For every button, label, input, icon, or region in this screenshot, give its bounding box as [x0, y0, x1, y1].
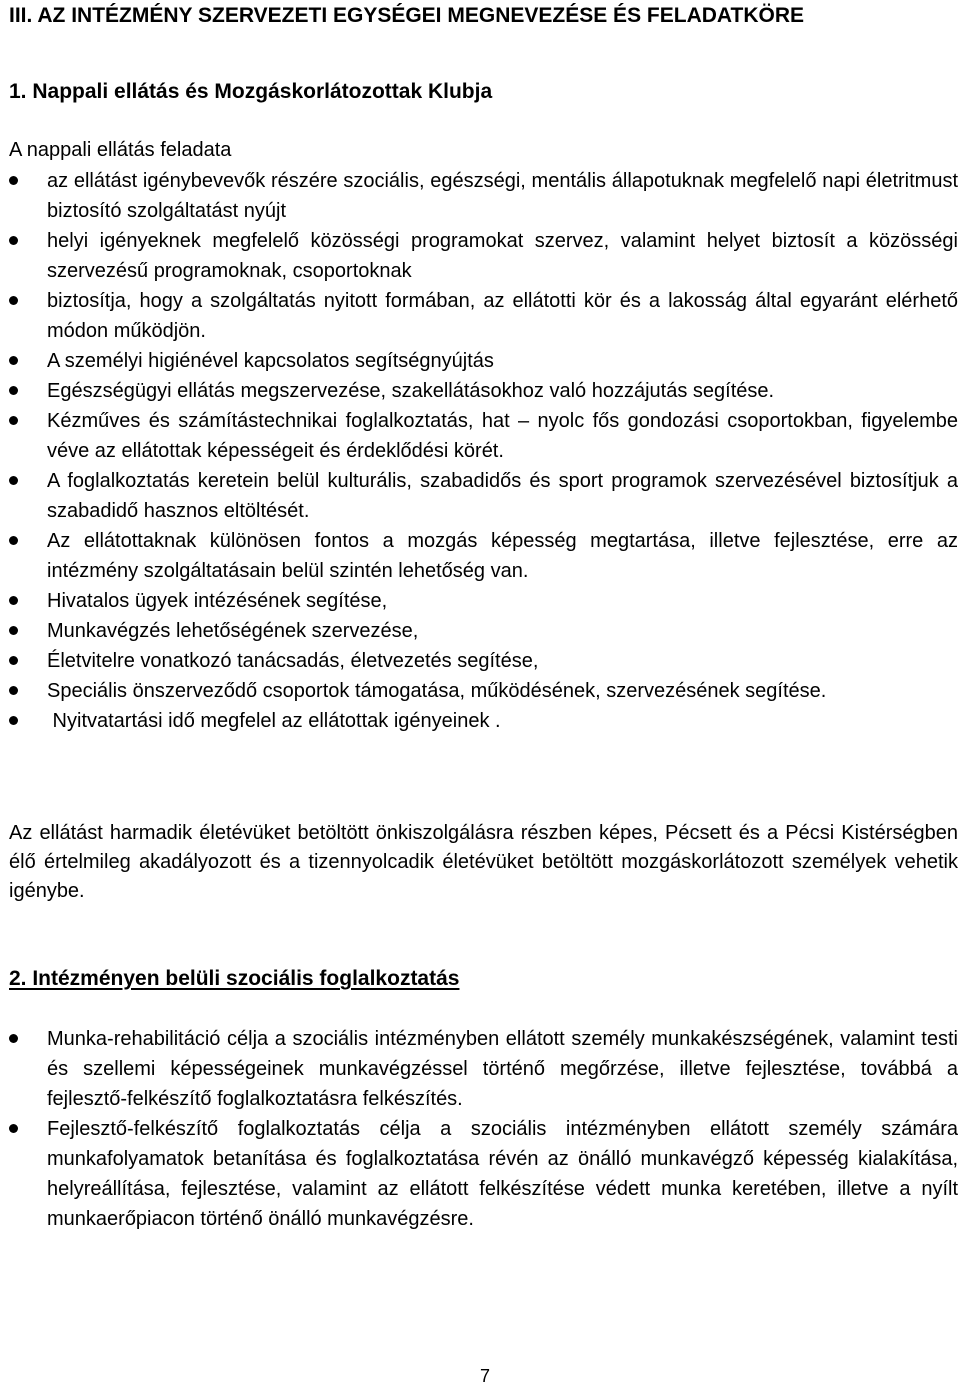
eligibility-paragraph: Az ellátást harmadik életévüket betöltött önkiszolgálásra részben képes, Pécsett és a Pécsi Kistérségben élő értelmileg akadályozott és a tizennyolcadik életévüket betöltött mozgáskorlátozott személyek vehetik igénybe.: [9, 822, 958, 902]
bullet-icon: [9, 716, 18, 725]
bullet-icon: [9, 656, 18, 665]
bullet-icon: [9, 596, 18, 605]
bullet-icon: [9, 1034, 18, 1043]
page-number: 7: [479, 1366, 490, 1386]
list-item: Munka-rehabilitáció célja a szociális intézményben ellátott személy munkakészségének, valamint testi és szellemi képességeinek munkavégzéssel történő megőrzése, illetve fejlesztése, továbbá a fejlesztő-felkészítő foglalkoztatásra felkészítés.: [0, 1024, 960, 1114]
list-item: Speciális önszerveződő csoportok támogatása, működésének, szervezésének segítése.: [0, 676, 960, 706]
bullet-icon: [9, 536, 18, 545]
list-item: A személyi higiénével kapcsolatos segítségnyújtás: [0, 346, 960, 376]
bullet-icon: [9, 296, 18, 305]
bullet-icon: [9, 236, 18, 245]
list-item: Kézműves és számítástechnikai foglalkoztatás, hat – nyolc fős gondozási csoportokban, figyelembe véve az ellátottak képességeit és érdeklődési körét.: [0, 406, 960, 466]
bullet-icon: [9, 476, 18, 485]
list-item: Életvitelre vonatkozó tanácsadás, életvezetés segítése,: [0, 646, 960, 676]
bullet-icon: [9, 356, 18, 365]
chapter-heading: III. AZ INTÉZMÉNY SZERVEZETI EGYSÉGEI MEGNEVEZÉSE ÉS FELADATKÖRE: [9, 4, 805, 27]
list-item: Munkavégzés lehetőségének szervezése,: [0, 616, 960, 646]
bullet-icon: [9, 176, 18, 185]
list-item: Fejlesztő-felkészítő foglalkoztatás célja a szociális intézményben ellátott személy számára munkafolyamatok betanítása és foglalkoztatása révén az önálló munkavégző képesség kialakítása, helyreállítása, fejlesztése, valamint az ellátott felkészítése védett munka keretében, illetve a nyílt munkaerőpiacon történő önálló munkavégzésre.: [0, 1114, 960, 1234]
list-item: biztosítja, hogy a szolgáltatás nyitott formában, az ellátotti kör és a lakosság által egyaránt elérhető módon működjön.: [0, 286, 960, 346]
section-heading-szocialis-foglalkoztatas: 2. Intézményen belüli szociális foglalkoztatás: [9, 967, 460, 990]
employment-list: [0, 1024, 960, 1234]
list-item: Nyitvatartási idő megfelel az ellátottak igényeinek .: [0, 706, 960, 736]
subheading-feladata: A nappali ellátás feladata: [9, 139, 232, 161]
list-item: Az ellátottaknak különösen fontos a mozgás képesség megtartása, illetve fejlesztése, erre az intézmény szolgáltatásain belül szintén lehetőség van.: [0, 526, 960, 586]
section-heading-nappali-ellatas: 1. Nappali ellátás és Mozgáskorlátozottak Klubja: [9, 80, 493, 103]
list-item: Egészségügyi ellátás megszervezése, szakellátásokhoz való hozzájutás segítése.: [0, 376, 960, 406]
bullet-icon: [9, 416, 18, 425]
list-item: az ellátást igénybevevők részére szociális, egészségi, mentális állapotuknak megfelelő napi életritmust biztosító szolgáltatást nyújt: [0, 166, 960, 226]
bullet-icon: [9, 686, 18, 695]
bullet-icon: [9, 626, 18, 635]
list-item: A foglalkoztatás keretein belül kulturális, szabadidős és sport programok szervezésével biztosítjuk a szabadidő hasznos eltöltését.: [0, 466, 960, 526]
list-item: Hivatalos ügyek intézésének segítése,: [0, 586, 960, 616]
list-item: helyi igényeknek megfelelő közösségi programokat szervez, valamint helyet biztosít a közösségi szervezésű programoknak, csoportoknak: [0, 226, 960, 286]
task-list: [0, 166, 960, 736]
bullet-icon: [9, 386, 18, 395]
bullet-icon: [9, 1124, 18, 1133]
